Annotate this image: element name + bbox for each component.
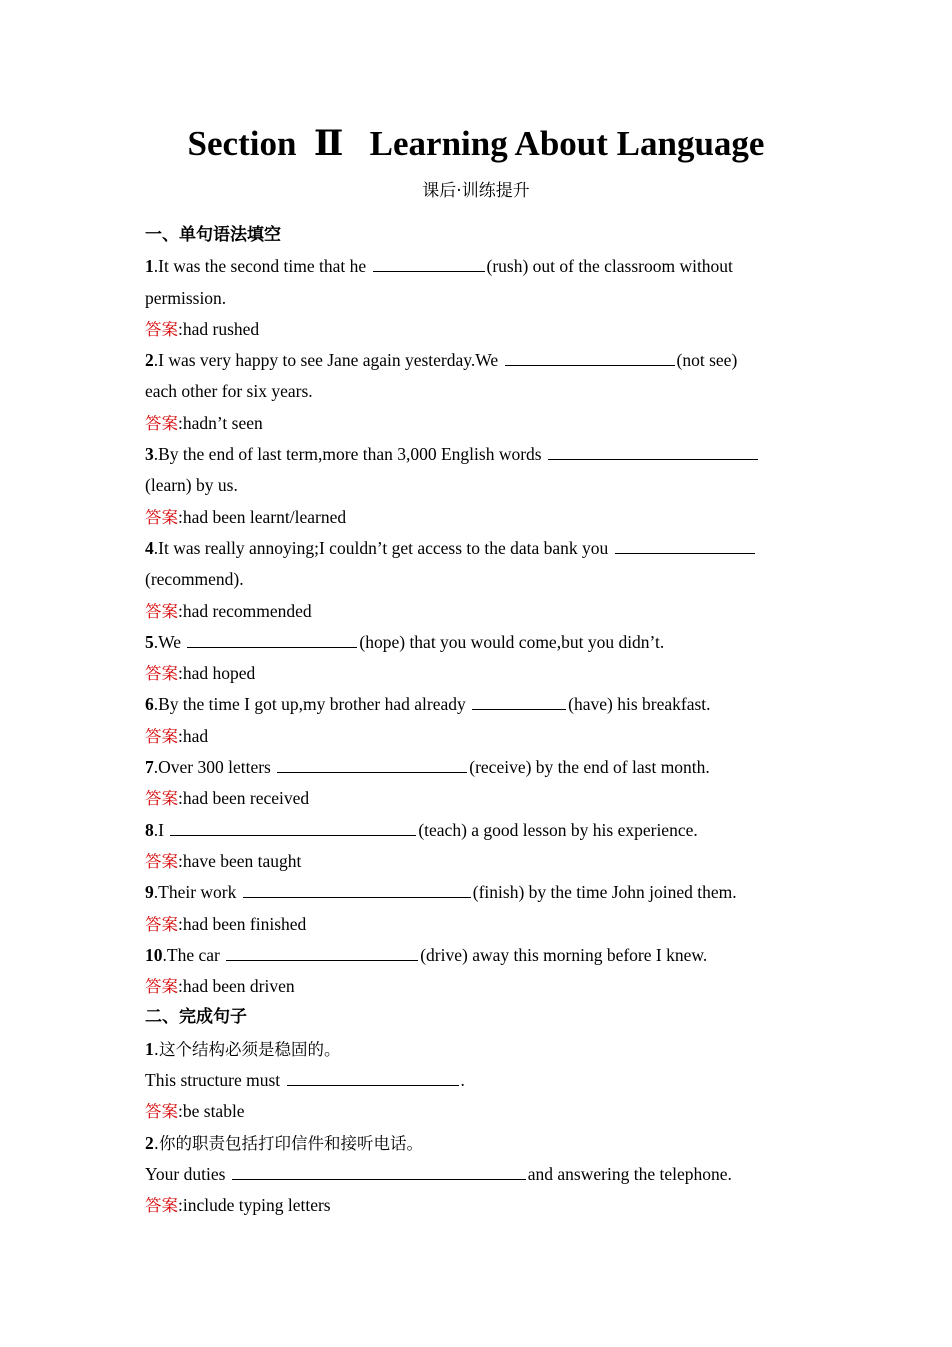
question-3-cont: (learn) by us. bbox=[145, 475, 238, 496]
answer-label: 答案 bbox=[145, 664, 178, 684]
question-number: 6 bbox=[145, 694, 154, 715]
question-text: (finish) by the time John joined them. bbox=[472, 882, 737, 903]
question-2-cont: each other for six years. bbox=[145, 381, 313, 402]
answer-blank bbox=[170, 817, 416, 836]
question-text: .I was very happy to see Jane again yesterday.We bbox=[153, 350, 499, 371]
question-text: and answering the telephone. bbox=[527, 1163, 732, 1184]
page-subtitle: 课后·训练提升 bbox=[422, 181, 530, 201]
answer-8 bbox=[145, 846, 813, 877]
section-heading-grammar: 一、单句语法填空 bbox=[145, 225, 281, 245]
chinese-prompt: .这个结构必须是稳固的。 bbox=[153, 1039, 341, 1059]
translation-1-sentence bbox=[145, 1065, 813, 1096]
question-4 bbox=[145, 533, 813, 564]
answer-p2-2 bbox=[145, 1190, 813, 1221]
answer-7 bbox=[145, 783, 813, 814]
question-text: .By the time I got up,my brother had already bbox=[153, 694, 466, 715]
question-text: (drive) away this morning before I knew. bbox=[420, 944, 708, 965]
answer-2 bbox=[145, 408, 813, 439]
question-number: 10 bbox=[145, 944, 163, 965]
page-title: Section Ⅱ Learning About Language bbox=[187, 124, 765, 163]
question-number: 3 bbox=[145, 444, 154, 465]
answer-text: :had been learnt/learned bbox=[178, 506, 347, 527]
chinese-prompt: .你的职责包括打印信件和接听电话。 bbox=[153, 1133, 423, 1153]
answer-6 bbox=[145, 721, 813, 752]
answer-blank bbox=[287, 1067, 459, 1086]
question-number: 1 bbox=[145, 1038, 154, 1059]
question-number: 2 bbox=[145, 350, 154, 371]
answer-5 bbox=[145, 658, 813, 689]
answer-label: 答案 bbox=[145, 507, 178, 527]
answer-blank bbox=[505, 347, 675, 366]
question-number: 8 bbox=[145, 819, 154, 840]
question-text: (hope) that you would come,but you didn’t. bbox=[359, 631, 665, 652]
answer-text: :had been finished bbox=[178, 913, 307, 934]
question-7 bbox=[145, 752, 813, 783]
question-text: (receive) by the end of last month. bbox=[469, 757, 710, 778]
answer-10 bbox=[145, 971, 813, 1002]
question-text: (rush) out of the classroom without bbox=[486, 256, 733, 277]
translation-2-sentence bbox=[145, 1159, 813, 1190]
question-number: 9 bbox=[145, 882, 154, 903]
question-text: . bbox=[460, 1070, 465, 1091]
answer-blank bbox=[373, 253, 485, 272]
answer-label: 答案 bbox=[145, 914, 178, 934]
answer-text: :had rushed bbox=[178, 318, 260, 339]
answer-text: :had bbox=[178, 725, 209, 746]
question-text: .Their work bbox=[153, 882, 237, 903]
question-text: (teach) a good lesson by his experience. bbox=[418, 819, 698, 840]
answer-blank bbox=[548, 441, 758, 460]
answer-label: 答案 bbox=[145, 851, 178, 871]
answer-blank bbox=[232, 1161, 526, 1180]
question-5 bbox=[145, 627, 813, 658]
answer-blank bbox=[277, 754, 467, 773]
question-4-cont: (recommend). bbox=[145, 569, 244, 590]
answer-text: :include typing letters bbox=[178, 1195, 331, 1216]
question-number: 4 bbox=[145, 537, 154, 558]
answer-1 bbox=[145, 314, 813, 345]
answer-label: 答案 bbox=[145, 1102, 178, 1122]
answer-text: :had been driven bbox=[178, 976, 295, 997]
answer-blank bbox=[472, 691, 566, 710]
answer-text: :had recommended bbox=[178, 600, 312, 621]
answer-text: :had been received bbox=[178, 788, 310, 809]
question-text: Your duties bbox=[145, 1163, 226, 1184]
answer-label: 答案 bbox=[145, 601, 178, 621]
answer-text: :hadn’t seen bbox=[178, 412, 263, 433]
translation-1-prompt bbox=[145, 1034, 813, 1065]
answer-label: 答案 bbox=[145, 1196, 178, 1216]
question-8 bbox=[145, 815, 813, 846]
question-number: 7 bbox=[145, 757, 154, 778]
worksheet-content bbox=[145, 220, 813, 1222]
answer-9 bbox=[145, 909, 813, 940]
question-9 bbox=[145, 877, 813, 908]
question-2 bbox=[145, 345, 813, 376]
question-text: This structure must bbox=[145, 1070, 281, 1091]
answer-label: 答案 bbox=[145, 413, 178, 433]
question-text: .I bbox=[153, 819, 164, 840]
question-text: .It was really annoying;I couldn’t get access to the data bank you bbox=[153, 537, 609, 558]
answer-blank bbox=[187, 629, 357, 648]
question-text: .Over 300 letters bbox=[153, 757, 271, 778]
answer-3 bbox=[145, 502, 813, 533]
question-text: .By the end of last term,more than 3,000 English words bbox=[153, 444, 542, 465]
question-text: .We bbox=[153, 631, 182, 652]
question-10 bbox=[145, 940, 813, 971]
section-heading-sentences: 二、完成句子 bbox=[145, 1007, 247, 1028]
answer-label: 答案 bbox=[145, 977, 178, 997]
question-6 bbox=[145, 689, 813, 720]
answer-label: 答案 bbox=[145, 789, 178, 809]
question-text: .The car bbox=[162, 944, 220, 965]
answer-blank bbox=[226, 942, 418, 961]
answer-label: 答案 bbox=[145, 726, 178, 746]
question-3 bbox=[145, 439, 813, 470]
answer-4 bbox=[145, 596, 813, 627]
question-number: 1 bbox=[145, 256, 154, 277]
answer-text: :be stable bbox=[178, 1101, 245, 1122]
answer-label: 答案 bbox=[145, 319, 178, 339]
question-number: 5 bbox=[145, 631, 154, 652]
question-number: 2 bbox=[145, 1132, 154, 1153]
answer-p2-1 bbox=[145, 1096, 813, 1127]
question-1 bbox=[145, 251, 813, 282]
answer-text: :have been taught bbox=[178, 850, 302, 871]
question-text: (have) his breakfast. bbox=[568, 694, 711, 715]
answer-text: :had hoped bbox=[178, 663, 256, 684]
question-1-cont: permission. bbox=[145, 287, 227, 308]
translation-2-prompt bbox=[145, 1128, 813, 1159]
answer-blank bbox=[243, 879, 471, 898]
question-text: .It was the second time that he bbox=[153, 256, 367, 277]
question-text: (not see) bbox=[676, 350, 738, 371]
answer-blank bbox=[615, 535, 755, 554]
